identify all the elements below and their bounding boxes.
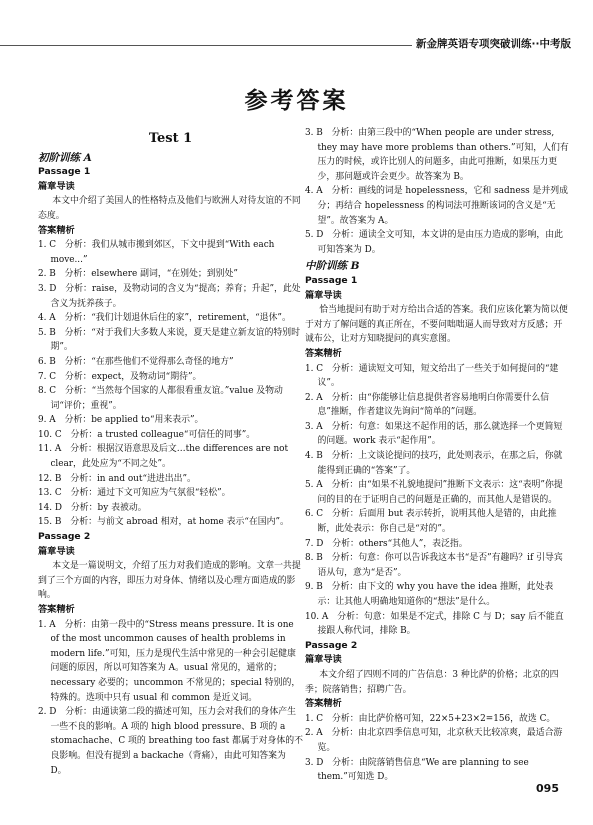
answer-list	[38, 618, 303, 779]
answer-item: 7. D 分析：others“其他人”，表泛指。	[305, 538, 468, 549]
passage-intro: 恰当地提问有助于对方给出合适的答案。我们应该化繁为简以便于对方了解问题的真正所在，不要问咄咄逼人而导致对方反感；开诚布公，让对方知晓提问的真实意图。	[305, 305, 568, 345]
answer-item: 10. A 分析：句意：如果是不定式，排除 C 与 D；say 后不能直接跟人称代词，排除 B。	[305, 611, 564, 637]
level-heading: 中阶训练 B	[305, 260, 360, 273]
passage-heading: Passage 2	[305, 639, 358, 651]
answer-item: 7. C 分析：expect，及物动词“期待”。	[38, 371, 202, 382]
header-rule	[0, 45, 465, 46]
answer-item: 9. B 分析：由下文的 why you have the idea 推断，此处表示：让其他人明确地知道你的“想法”是什么。	[305, 582, 554, 607]
right-column	[305, 126, 570, 785]
answer-item: 5. B 分析：“对于我们大多数人来说，夏天是建立新友谊的特别时期”。	[38, 327, 300, 353]
answer-item: 8. C 分析：“当然每个国家的人都很看重友谊。”value 及物动词“评价；重视”。	[38, 386, 283, 411]
answer-list	[305, 712, 570, 785]
guide-heading: 篇章导读	[305, 289, 342, 301]
page-header	[0, 36, 593, 56]
answer-item: 1. C 分析：通读短文可知，短文给出了一些关于如何提问的“建议”。	[305, 363, 559, 389]
answer-item: 12. B 分析：in and out“进进出出”。	[38, 473, 196, 484]
answer-item: 5. A 分析：由“如果不礼貌地提问”推断下文表示：这“表明”你提问的目的在于证明自己的问题是正确的，而其他人是错误的。	[305, 480, 563, 505]
test-title: Test 1	[148, 131, 193, 146]
left-column	[38, 126, 303, 778]
answer-item: 2. B 分析：elsewhere 副词，“在别处；到别处”	[38, 269, 238, 280]
series-title: 新金牌英语专项突破训练··中考版	[412, 36, 571, 51]
answer-item: 1. A 分析：由第一段中的“Stress means pressure. It is one of the most uncommon causes of health problems in modern life.”可知，压力是现代生活中常见的一种会引起健康问题的原因，所以可知答案为 A。usual 常见的，通常的；necessary 必要的；uncommon 不常见的；special 特别的，特殊的。选项中只有 usual 和 common 是近义词。	[38, 619, 301, 703]
answer-item: 4. A 分析：画线的词是 hopelessness，它和 sadness 是并列成分；再结合 hopelessness 的构词法可推断该词的含义是“无望”。故答案为 A。	[305, 186, 569, 226]
answer-item: 3. B 分析：由第三段中的“When people are under stress, they may have more problems than others.”可知，人们有压力的时候，或许比别人的问题多，由此可推断，如果压力更少，那问题或许会更少。故答案为 B。	[305, 128, 569, 182]
answer-item: 14. D 分析：by 表被动。	[38, 502, 147, 513]
passage-heading: Passage 1	[305, 274, 358, 286]
answer-item: 3. D 分析：由院落销售信息“We are planning to see them.”可知选 D。	[305, 757, 529, 783]
answers-heading: 答案精析	[38, 604, 75, 615]
answers-heading: 答案精析	[305, 347, 342, 359]
passage-heading: Passage 1	[38, 166, 91, 178]
answer-item: 2. A 分析：由北京四季信息可知，北京秋天比较凉爽，最适合游览。	[305, 728, 563, 753]
guide-heading: 篇章导读	[305, 654, 342, 666]
answer-item: 2. A 分析：由“你能够让信息提供者容易地明白你需要什么信息”推断，作者建议先询问“简单的”问题。	[305, 392, 550, 418]
passage-heading: Passage 2	[38, 531, 91, 543]
answer-item: 11. A 分析：根据汉语意思及后文…the differences are not clear，此处应为“不同之处”。	[38, 444, 289, 470]
answer-item: 2. D 分析：由通读第二段的描述可知，压力会对我们的身体产生一些不良的影响。A 项的 high blood pressure、B 项的 a stomachache、C 项的 breathing too fast 都属于对身体的不良影响。但没有提到 a backache（背痛），由此可知答案为 D。	[38, 707, 303, 776]
passage-intro: 本文中介绍了美国人的性格特点及他们与欧洲人对待友谊的不同态度。	[38, 196, 301, 221]
guide-heading: 篇章导读	[38, 545, 75, 557]
answer-item: 15. B 分析：与前文 abroad 相对，at home 表示“在国内”。	[38, 517, 289, 528]
answer-item: 8. B 分析：句意：你可以告诉我这本书“是否”有趣吗？if 引导宾语从句，意为“是否”。	[305, 553, 563, 578]
passage-intro: 本文是一篇说明文，介绍了压力对我们造成的影响。文章一共提到了三个方面的内容，即压力对身体、情绪以及心理方面造成的影响。	[38, 561, 301, 601]
answer-item: 13. C 分析：通过下文可知应为气氛很“轻松”。	[38, 488, 231, 499]
answer-item: 10. C 分析：a trusted colleague“可信任的同事”。	[38, 429, 256, 440]
answer-item: 1. C 分析：由比萨价格可知，22×5+23×2=156，故选 C。	[305, 713, 556, 724]
answer-item: 3. A 分析：句意：如果这不起作用的话，那么就选择一个更简短的问题。work 表示“起作用”。	[305, 421, 563, 447]
answer-item: 1. C 分析：我们从城市搬到郊区，下文中提到“With each move...”	[38, 240, 275, 265]
answer-list	[305, 126, 570, 257]
answer-item: 9. A 分析：be applied to“用来表示”。	[38, 415, 204, 426]
answers-heading: 答案精析	[305, 698, 342, 710]
answer-item: 4. A 分析：“我们计划退休后住的家”，retirement，“退休”。	[38, 313, 291, 324]
level-heading: 初阶训练 A	[38, 151, 92, 164]
guide-heading: 篇章导读	[38, 180, 75, 192]
answer-item: 4. B 分析：上文谈论提问的技巧，此处则表示，在那之后，你就能得到正确的“答案”了。	[305, 451, 563, 476]
answer-item: 3. D 分析：raise，及物动词的含义为“提高；养育；升起”，此处含义为抚养孩子。	[38, 283, 301, 309]
page-number: 095	[536, 782, 559, 795]
passage-intro: 本文介绍了四则不同的广告信息：3 种比萨的价格；北京的四季；院落销售；招聘广告。	[305, 669, 559, 695]
answer-item: 6. C 分析：后面用 but 表示转折，说明其他人是错的，由此推断，此处表示：你自己是“对的”。	[305, 509, 557, 535]
answer-list	[38, 238, 303, 530]
answer-item: 5. D 分析：通读全文可知，本文讲的是由压力造成的影响，由此可知答案为 D。	[305, 230, 564, 255]
answers-heading: 答案精析	[38, 224, 75, 236]
answer-item: 6. B 分析：“在那些他们不觉得那么奇怪的地方”	[38, 356, 234, 367]
answer-list	[305, 362, 570, 639]
page-title: 参考答案	[244, 88, 349, 114]
